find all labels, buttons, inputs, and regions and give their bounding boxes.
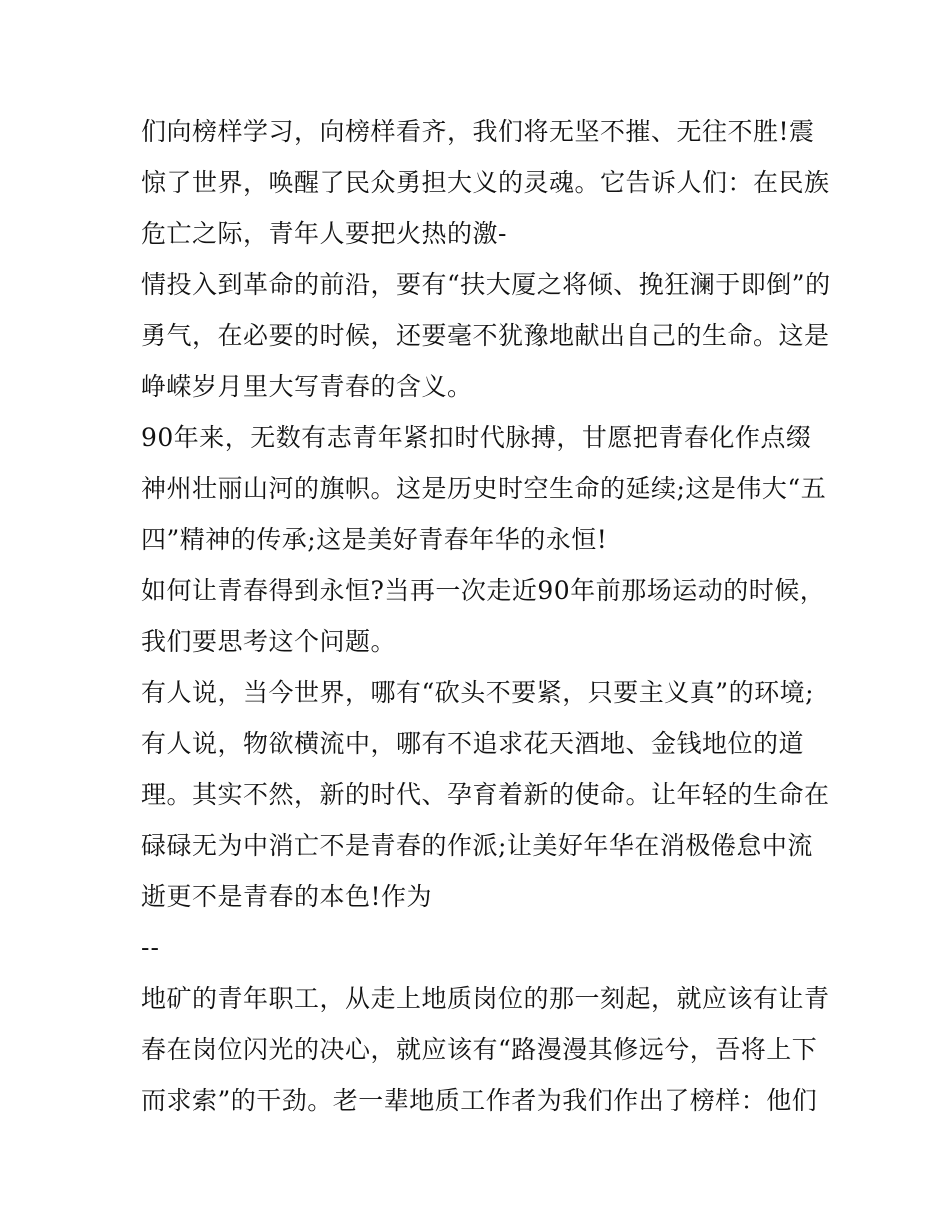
text-line: 危亡之际，青年人要把火热的激- (141, 219, 507, 248)
text-line: 们向榜样学习，向榜样看齐，我们将无坚不摧、无往不胜!震 (141, 117, 815, 146)
text-line: 惊了世界，唤醒了民众勇担大义的灵魂。它告诉人们：在民族 (141, 168, 830, 197)
text-line: 有人说，当今世界，哪有“砍头不要紧，只要主义真”的环境; (141, 678, 814, 707)
text-line: 勇气，在必要的时候，还要毫不犹豫地献出自己的生命。这是 (141, 321, 830, 350)
text-line: 有人说，物欲横流中，哪有不追求花天酒地、金钱地位的道 (141, 729, 805, 758)
text-line: 春在岗位闪光的决心，就应该有“路漫漫其修远兮，吾将上下 (141, 1035, 818, 1064)
text-line: 四”精神的传承;这是美好青春年华的永恒! (141, 525, 608, 554)
text-line: 碌碌无为中消亡不是青春的作派;让美好年华在消极倦怠中流 (141, 831, 813, 860)
text-line: 情投入到革命的前沿，要有“扶大厦之将倾、挽狂澜于即倒”的 (141, 270, 831, 299)
text-line: 峥嵘岁月里大写青春的含义。 (141, 372, 473, 401)
text-line: 地矿的青年职工，从走上地质岗位的那一刻起，就应该有让青 (141, 984, 830, 1013)
text-line: 而求索”的干劲。老一辈地质工作者为我们作出了榜样：他们 (141, 1086, 818, 1115)
text-line: 理。其实不然，新的时代、孕育着新的使命。让年轻的生命在 (141, 780, 830, 809)
text-line: 神州壮丽山河的旗帜。这是历史时空生命的延续;这是伟大“五 (141, 474, 827, 503)
text-line: 90年来，无数有志青年紧扣时代脉搏，甘愿把青春化作点缀 (141, 423, 812, 452)
text-line: 如何让青春得到永恒?当再一次走近90年前那场运动的时候， (141, 576, 826, 605)
text-line: 逝更不是青春的本色!作为 (141, 882, 433, 911)
section-separator: -- (141, 933, 160, 962)
text-line: 我们要思考这个问题。 (141, 627, 397, 656)
document-body (141, 106, 831, 1126)
